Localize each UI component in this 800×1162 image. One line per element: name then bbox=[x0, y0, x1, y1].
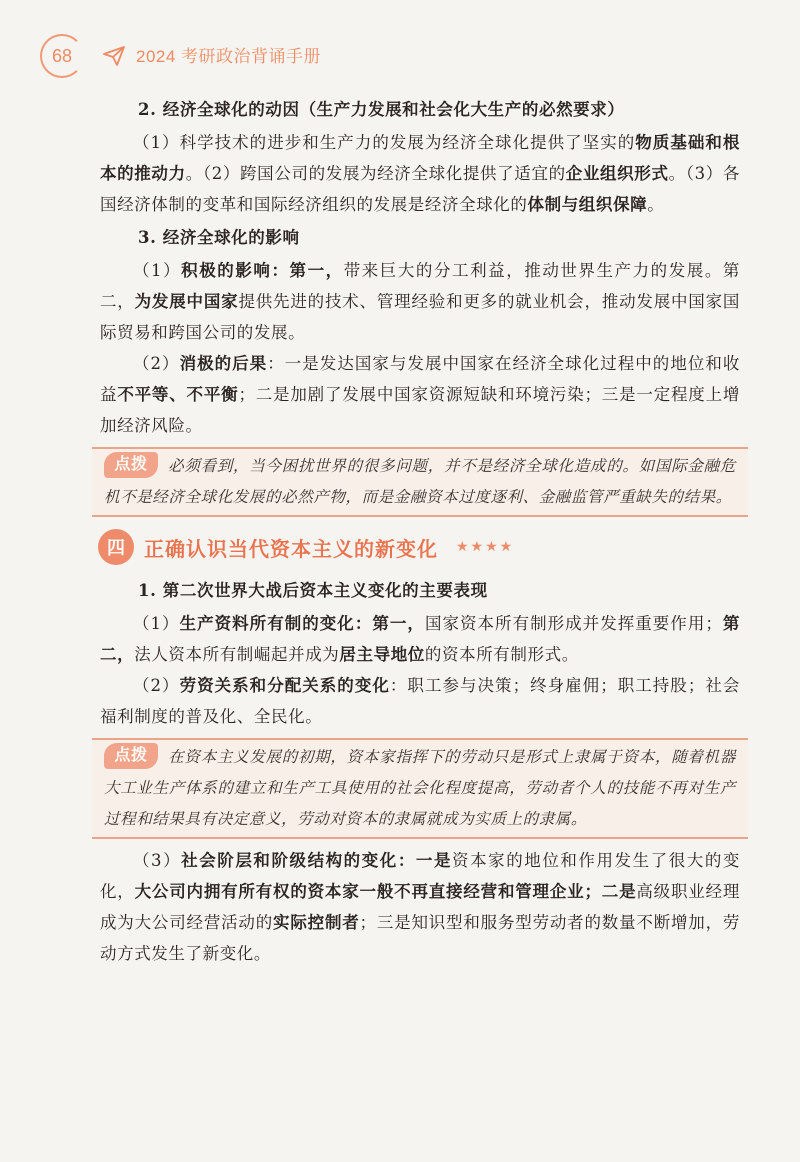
section-heading bbox=[98, 529, 740, 565]
section-title: 正确认识当代资本主义的新变化 bbox=[144, 538, 438, 561]
tip-text: 在资本主义发展的初期，资本家指挥下的劳动只是形式上隶属于资本，随着机器大工业生产体系的建立和生产工具使用的社会化程度提高，劳动者个人的技能不再对生产过程和结果具有决定意义，劳动对资本的隶属就成为实质上的隶属。 bbox=[104, 748, 736, 828]
tip-box-globalization bbox=[92, 447, 748, 517]
subheading-impact: 3. 经济全球化的影响 bbox=[138, 228, 300, 247]
tip-badge: 点拨 bbox=[104, 452, 158, 478]
paragraph-drivers: （1）科学技术的进步和生产力的发展为经济全球化提供了坚实的物质基础和根本的推动力。（2）跨国公司的发展为经济全球化提供了适宜的企业组织形式。（3）各国经济体制的变革和国际经济组织的发展是经济全球化的体制与组织保障。 bbox=[100, 133, 741, 214]
subheading-capitalism-changes: 1. 第二次世界大战后资本主义变化的主要表现 bbox=[138, 581, 488, 600]
paragraph-positive-impact: （1）积极的影响：第一，带来巨大的分工利益，推动世界生产力的发展。第二，为发展中国家提供先进的技术、管理经验和更多的就业机会，推动发展中国家国际贸易和跨国公司的发展。 bbox=[100, 261, 741, 342]
importance-stars: ★★★★ bbox=[456, 539, 515, 555]
book-title: 2024 考研政治背诵手册 bbox=[136, 47, 322, 66]
page-number: 68 bbox=[40, 34, 84, 78]
paragraph-labor-relations: （2）劳资关系和分配关系的变化：职工参与决策；终身雇佣；职工持股；社会福利制度的普及化、全民化。 bbox=[100, 676, 740, 726]
page-header bbox=[40, 34, 780, 78]
page-content bbox=[100, 92, 740, 969]
section-number-badge: 四 bbox=[98, 529, 134, 565]
tip-text: 必须看到，当今困扰世界的很多问题，并不是经济全球化造成的。如国际金融危机不是经济全球化发展的必然产物，而是金融资本过度逐利、金融监管严重缺失的结果。 bbox=[104, 457, 736, 506]
tip-box-capital bbox=[92, 738, 748, 839]
paragraph-ownership: （1）生产资料所有制的变化：第一，国家资本所有制形成并发挥重要作用；第二，法人资本所有制崛起并成为居主导地位的资本所有制形式。 bbox=[100, 614, 740, 664]
tip-badge: 点拨 bbox=[104, 743, 158, 769]
paragraph-class-structure: （3）社会阶层和阶级结构的变化：一是资本家的地位和作用发生了很大的变化，大公司内拥有所有权的资本家一般不再直接经营和管理企业；二是高级职业经理成为大公司经营活动的实际控制者；三是知识型和服务型劳动者的数量不断增加，劳动方式发生了新变化。 bbox=[100, 851, 741, 963]
paper-plane-icon bbox=[102, 44, 126, 68]
paragraph-negative-impact: （2）消极的后果：一是发达国家与发展中国家在经济全球化过程中的地位和收益不平等、不平衡；二是加剧了发展中国家资源短缺和环境污染；三是一定程度上增加经济风险。 bbox=[100, 354, 741, 435]
subheading-drivers: 2. 经济全球化的动因（生产力发展和社会化大生产的必然要求） bbox=[138, 100, 625, 119]
